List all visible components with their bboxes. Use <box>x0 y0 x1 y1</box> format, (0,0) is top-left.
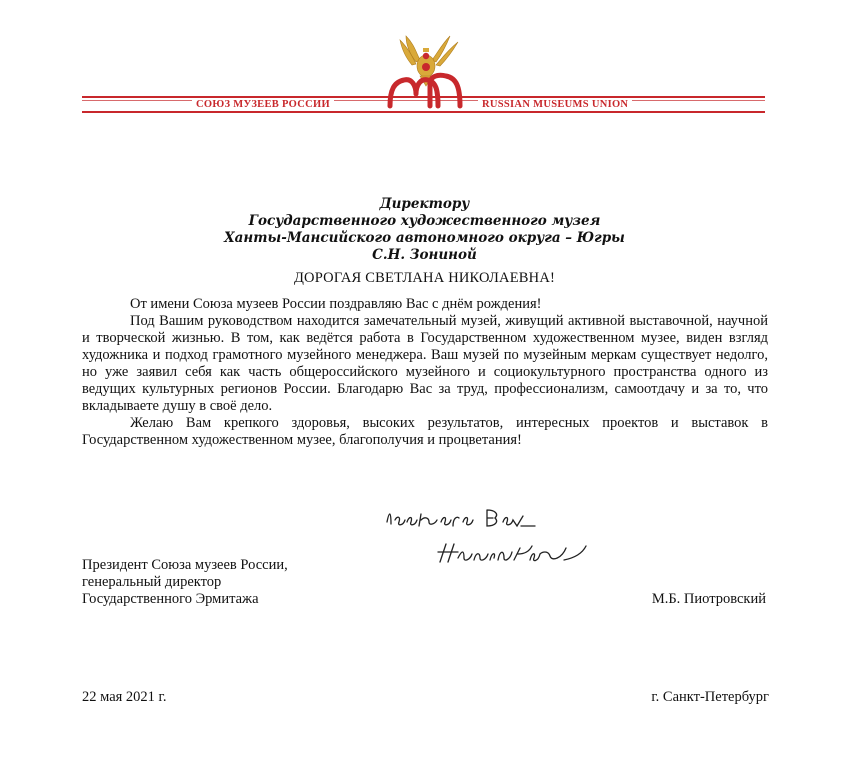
position-line: генеральный директор <box>82 574 222 590</box>
handwritten-signature <box>434 538 604 568</box>
body-paragraph: Желаю Вам крепкого здоровья, высоких результатов, интересных проектов и выставок в Государственном художественном музее, благополучия и процветания! <box>82 415 768 448</box>
position-line: Президент Союза музеев России, <box>82 557 288 573</box>
letter-date: 22 мая 2021 г. <box>82 689 167 705</box>
addressee-line: Директору <box>379 196 470 212</box>
position-line: Государственного Эрмитажа <box>82 591 259 607</box>
letter-body <box>82 296 768 449</box>
org-name-en: RUSSIAN MUSEUMS UNION <box>478 99 632 110</box>
body-paragraph: От имени Союза музеев России поздравляю Вас с днём рождения! <box>130 296 542 312</box>
org-name-ru: СОЮЗ МУЗЕЕВ РОССИИ <box>192 99 334 110</box>
addressee-block <box>100 196 749 264</box>
addressee-line: Ханты-Мансийского автономного округа – Югры <box>224 230 625 246</box>
signer-position <box>82 557 288 608</box>
addressee-line: С.Н. Зониной <box>372 247 477 263</box>
addressee-line: Государственного художественного музея <box>248 213 601 229</box>
eagle-mp-monogram-icon <box>376 30 474 112</box>
body-paragraph: Под Вашим руководством находится замечательный музей, живущий активной выставочной, научной и творческой жизнью. В том, как ведётся работа в Государственном художественном музее, виден взгляд художника и подход грамотного музейного менеджера. Ваш музей по музейным меркам существует недолго, но уже заявил себя как часть общероссийского музейного и социокультурного пространства одного из ведущих культурных регионов России. Благодарю Вас за труд, профессионализм, самоотдачу и за то, что вкладываете душу в своё дело. <box>82 313 768 414</box>
handwritten-closing <box>383 502 553 536</box>
signer-name: М.Б. Пиотровский <box>651 591 766 607</box>
greeting: ДОРОГАЯ СВЕТЛАНА НИКОЛАЕВНА! <box>293 270 556 286</box>
letter-city: г. Санкт-Петербург <box>651 689 769 705</box>
